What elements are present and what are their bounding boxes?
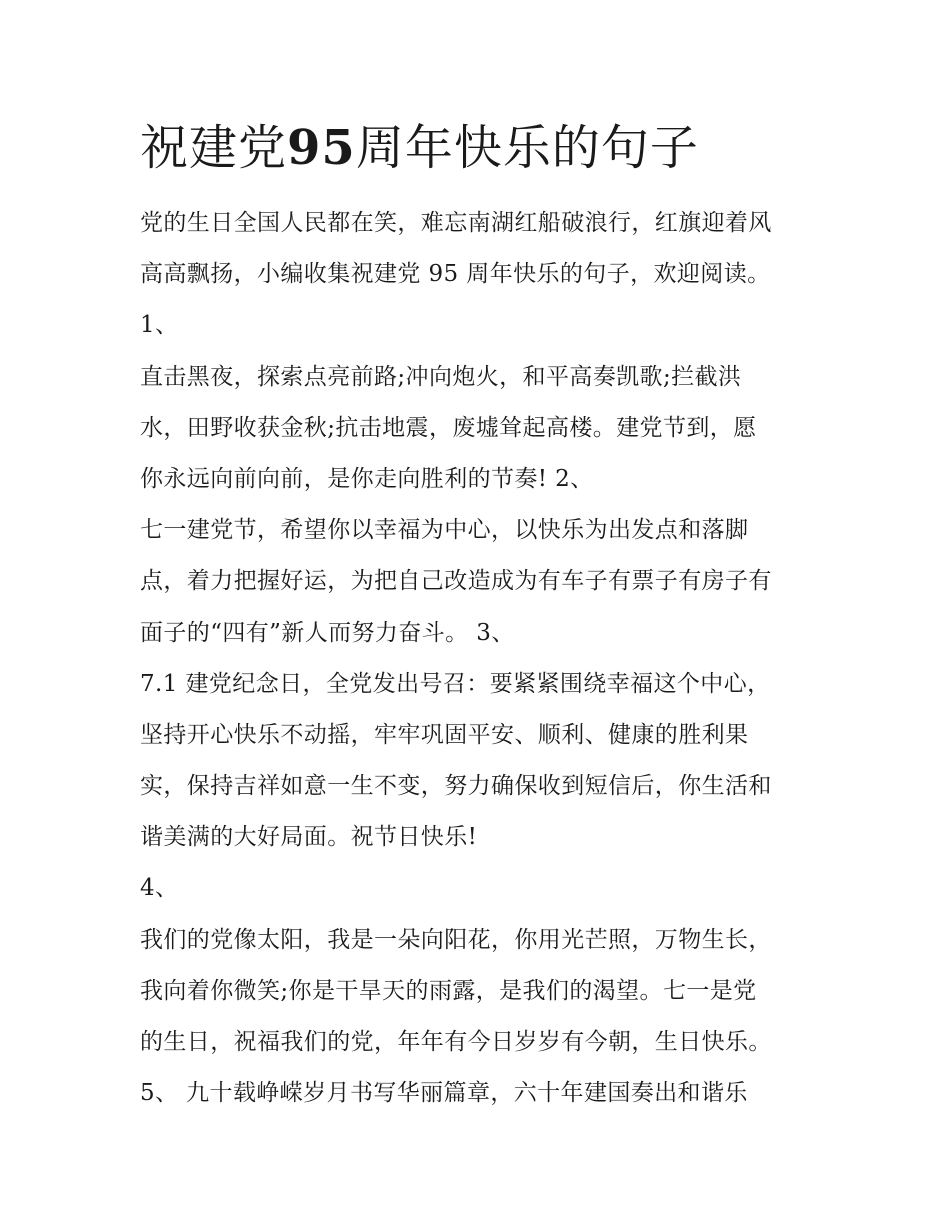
text-line: 你永远向前向前，是你走向胜利的节奏! 2、 <box>140 465 594 492</box>
text-line: 党的生日全国人民都在笑，难忘南湖红船破浪行，红旗迎着风 <box>140 210 772 236</box>
text-line: 4、 <box>140 875 179 902</box>
text-line: 谐美满的大好局面。祝节日快乐! <box>140 824 478 851</box>
text-line: 的生日，祝福我们的党，年年有今日岁岁有今朝，生日快乐。 <box>140 1029 772 1055</box>
text-line: 点，着力把握好运，为把自己改造成为有车子有票子有房子有 <box>140 568 772 595</box>
text-line: 水，田野收获金秋;抗击地震，废墟耸起高楼。建党节到，愿 <box>140 414 757 441</box>
text-line: 5、 九十载峥嵘岁月书写华丽篇章，六十年建国奏出和谐乐 <box>140 1080 748 1107</box>
text-line: 我们的党像太阳，我是一朵向阳花，你用光芒照，万物生长， <box>140 926 772 953</box>
text-line: 面子的“四有”新人而努力奋斗。 3、 <box>140 619 515 646</box>
text-line: 我向着你微笑;你是干旱天的雨露，是我们的渴望。七一是党 <box>140 977 757 1004</box>
text-line: 坚持开心快乐不动摇，牢牢巩固平安、顺利、健康的胜利果 <box>140 721 749 748</box>
text-line: 7.1 建党纪念日，全党发出号召：要紧紧围绕幸福这个中心， <box>140 670 771 697</box>
title-suffix: 周年快乐的句子 <box>355 120 699 176</box>
text-line: 七一建党节，希望你以幸福为中心，以快乐为出发点和落脚 <box>140 517 749 544</box>
title-prefix: 祝建党 <box>140 120 288 176</box>
document-body <box>140 198 830 1119</box>
text-line: 直击黑夜，探索点亮前路;冲向炮火，和平高奏凯歌;拦截洪 <box>140 363 742 390</box>
text-line: 1、 <box>140 312 179 339</box>
text-line: 实，保持吉祥如意一生不变，努力确保收到短信后，你生活和 <box>140 773 772 800</box>
text-line: 高高飘扬，小编收集祝建党 95 周年快乐的句子，欢迎阅读。 <box>140 261 771 288</box>
document-title <box>140 118 699 178</box>
title-number: 95 <box>287 120 356 176</box>
